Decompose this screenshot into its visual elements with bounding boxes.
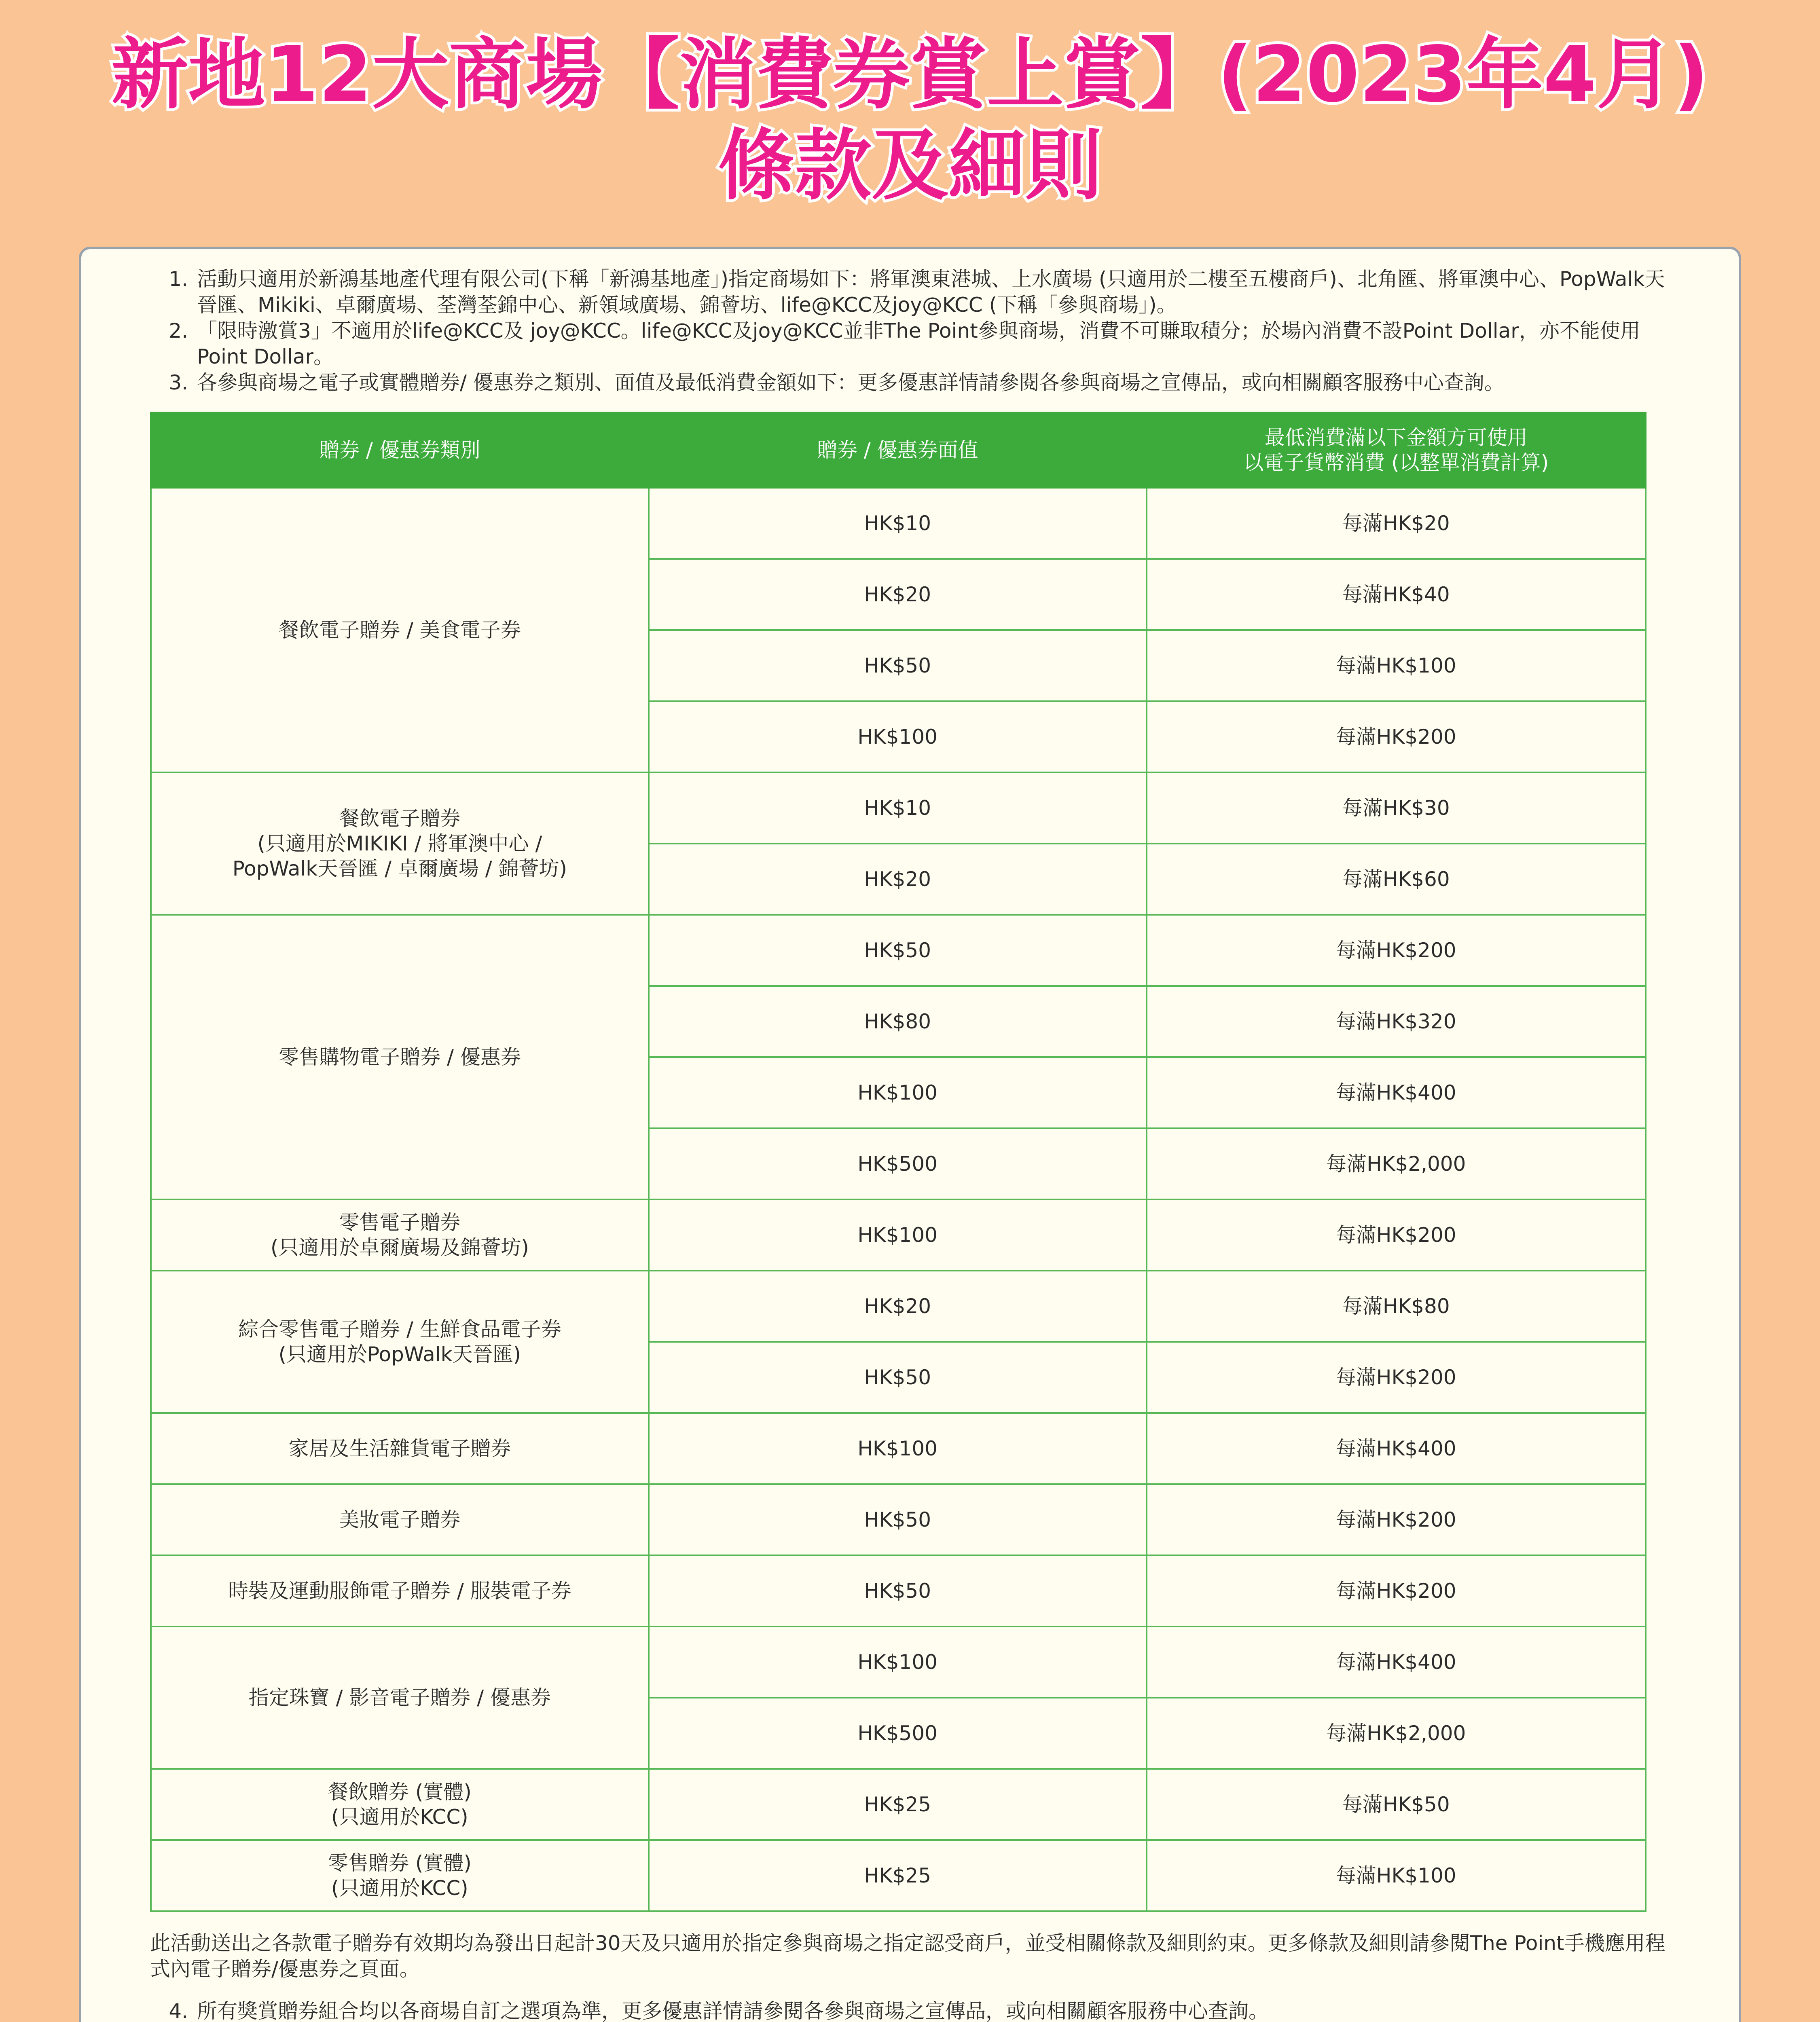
voucher-table-body (151, 488, 1646, 1911)
voucher-value-cell: HK$100 (649, 1626, 1147, 1698)
voucher-value-cell: HK$20 (649, 844, 1147, 915)
min-spend-cell: 每滿HK$100 (1147, 1840, 1646, 1911)
header-min-spend: 最低消費滿以下金額方可使用 以電子貨幣消費 (以整單消費計算) (1147, 412, 1646, 488)
table-row (151, 1840, 1646, 1911)
page-title: 新地12大商場【消費券賞上賞】(2023年4月) (111, 30, 1709, 119)
voucher-value-cell: HK$500 (649, 1698, 1147, 1769)
min-spend-cell: 每滿HK$2,000 (1147, 1698, 1646, 1769)
voucher-table (150, 412, 1646, 1912)
voucher-value-cell: HK$500 (649, 1128, 1147, 1199)
terms-content (150, 266, 1675, 2022)
voucher-value-cell: HK$25 (649, 1840, 1147, 1911)
table-row (151, 1626, 1646, 1698)
page-subtitle: 條款及細則 (717, 121, 1102, 210)
voucher-category-cell: 餐飲電子贈券 (只適用於MIKIKI / 將軍澳中心 / PopWalk天晉匯 / 卓爾廣場 / 錦薈坊) (151, 772, 649, 915)
voucher-value-cell: HK$100 (649, 701, 1147, 772)
voucher-category-cell: 綜合零售電子贈券 / 生鮮食品電子券 (只適用於PopWalk天晉匯) (151, 1271, 649, 1413)
voucher-value-cell: HK$20 (649, 1271, 1147, 1342)
min-spend-cell: 每滿HK$400 (1147, 1626, 1646, 1698)
voucher-category-cell: 餐飲贈券 (實體) (只適用於KCC) (151, 1769, 649, 1840)
min-spend-cell: 每滿HK$40 (1147, 559, 1646, 630)
voucher-value-cell: HK$50 (649, 915, 1147, 986)
table-row (151, 1484, 1646, 1555)
min-spend-cell: 每滿HK$50 (1147, 1769, 1646, 1840)
table-row (151, 772, 1646, 844)
min-spend-cell: 每滿HK$2,000 (1147, 1128, 1646, 1199)
min-spend-cell: 每滿HK$60 (1147, 844, 1646, 915)
voucher-category-cell: 零售贈券 (實體) (只適用於KCC) (151, 1840, 649, 1911)
voucher-category-cell: 零售購物電子贈券 / 優惠券 (151, 915, 649, 1199)
voucher-category-cell: 指定珠寶 / 影音電子贈券 / 優惠券 (151, 1626, 649, 1769)
table-row (151, 488, 1646, 559)
intro-terms-list (150, 266, 1675, 396)
intro-term-item: 1. 活動只適用於新鴻基地產代理有限公司(下稱「新鴻基地產」)指定商場如下：將軍澳東港城、上水廣場 (只適用於二樓至五樓商戶)、北角匯、將軍澳中心、PopWalk天晉匯、Mikiki、卓爾廣場、荃灣荃錦中心、新領域廣場、錦薈坊、life@KCC及joy@KCC (下稱「參與商場」)。 (195, 266, 1675, 318)
intro-term-item: 3. 各參與商場之電子或實體贈券/ 優惠券之類別、面值及最低消費金額如下：更多優惠詳情請參閱各參與商場之宣傳品，或向相關顧客服務中心查詢。 (195, 370, 1675, 396)
header-voucher-value: 贈券 / 優惠券面值 (649, 412, 1147, 488)
min-spend-cell: 每滿HK$200 (1147, 1342, 1646, 1413)
min-spend-cell: 每滿HK$320 (1147, 986, 1646, 1057)
table-header-row (151, 412, 1646, 488)
terms-list (150, 1998, 1675, 2022)
voucher-value-cell: HK$50 (649, 1484, 1147, 1555)
min-spend-cell: 每滿HK$80 (1147, 1271, 1646, 1342)
voucher-value-cell: HK$100 (649, 1413, 1147, 1484)
terms-panel (79, 247, 1741, 2022)
voucher-category-cell: 美妝電子贈券 (151, 1484, 649, 1555)
min-spend-cell: 每滿HK$200 (1147, 701, 1646, 772)
table-row (151, 915, 1646, 986)
min-spend-cell: 每滿HK$20 (1147, 488, 1646, 559)
voucher-value-cell: HK$25 (649, 1769, 1147, 1840)
voucher-value-cell: HK$80 (649, 986, 1147, 1057)
term-item: 4. 所有獎賞贈券組合均以各商場自訂之選項為準，更多優惠詳情請參閱各參與商場之宣傳品，或向相關顧客服務中心查詢。 (195, 1998, 1675, 2022)
voucher-value-cell: HK$100 (649, 1057, 1147, 1128)
table-row (151, 1413, 1646, 1484)
min-spend-cell: 每滿HK$100 (1147, 630, 1646, 701)
table-row (151, 1199, 1646, 1271)
min-spend-cell: 每滿HK$200 (1147, 1555, 1646, 1626)
voucher-category-cell: 時裝及運動服飾電子贈券 / 服裝電子券 (151, 1555, 649, 1626)
voucher-value-cell: HK$50 (649, 1342, 1147, 1413)
voucher-value-cell: HK$50 (649, 630, 1147, 701)
intro-term-item: 2. 「限時激賞3」不適用於life@KCC及 joy@KCC。life@KCC及joy@KCC並非The Point參與商場，消費不可賺取積分；於場內消費不設Point Dollar，亦不能使用Point Dollar。 (195, 318, 1675, 370)
voucher-category-cell: 零售電子贈券 (只適用於卓爾廣場及錦薈坊) (151, 1199, 649, 1271)
table-row (151, 1555, 1646, 1626)
min-spend-cell: 每滿HK$30 (1147, 772, 1646, 844)
voucher-category-cell: 家居及生活雜貨電子贈券 (151, 1413, 649, 1484)
table-row (151, 1769, 1646, 1840)
table-row (151, 1271, 1646, 1342)
min-spend-cell: 每滿HK$400 (1147, 1413, 1646, 1484)
voucher-value-cell: HK$10 (649, 488, 1147, 559)
min-spend-cell: 每滿HK$200 (1147, 1199, 1646, 1271)
header-voucher-type: 贈券 / 優惠券類別 (151, 412, 649, 488)
voucher-value-cell: HK$50 (649, 1555, 1147, 1626)
voucher-value-cell: HK$10 (649, 772, 1147, 844)
min-spend-cell: 每滿HK$400 (1147, 1057, 1646, 1128)
min-spend-cell: 每滿HK$200 (1147, 915, 1646, 986)
voucher-value-cell: HK$20 (649, 559, 1147, 630)
voucher-value-cell: HK$100 (649, 1199, 1147, 1271)
min-spend-cell: 每滿HK$200 (1147, 1484, 1646, 1555)
voucher-category-cell: 餐飲電子贈券 / 美食電子券 (151, 488, 649, 772)
validity-note: 此活動送出之各款電子贈券有效期均為發出日起計30天及只適用於指定參與商場之指定認受商戶，並受相關條款及細則約束。更多條款及細則請參閱The Point手機應用程式內電子贈券/優惠券之頁面。 (150, 1931, 1666, 1981)
